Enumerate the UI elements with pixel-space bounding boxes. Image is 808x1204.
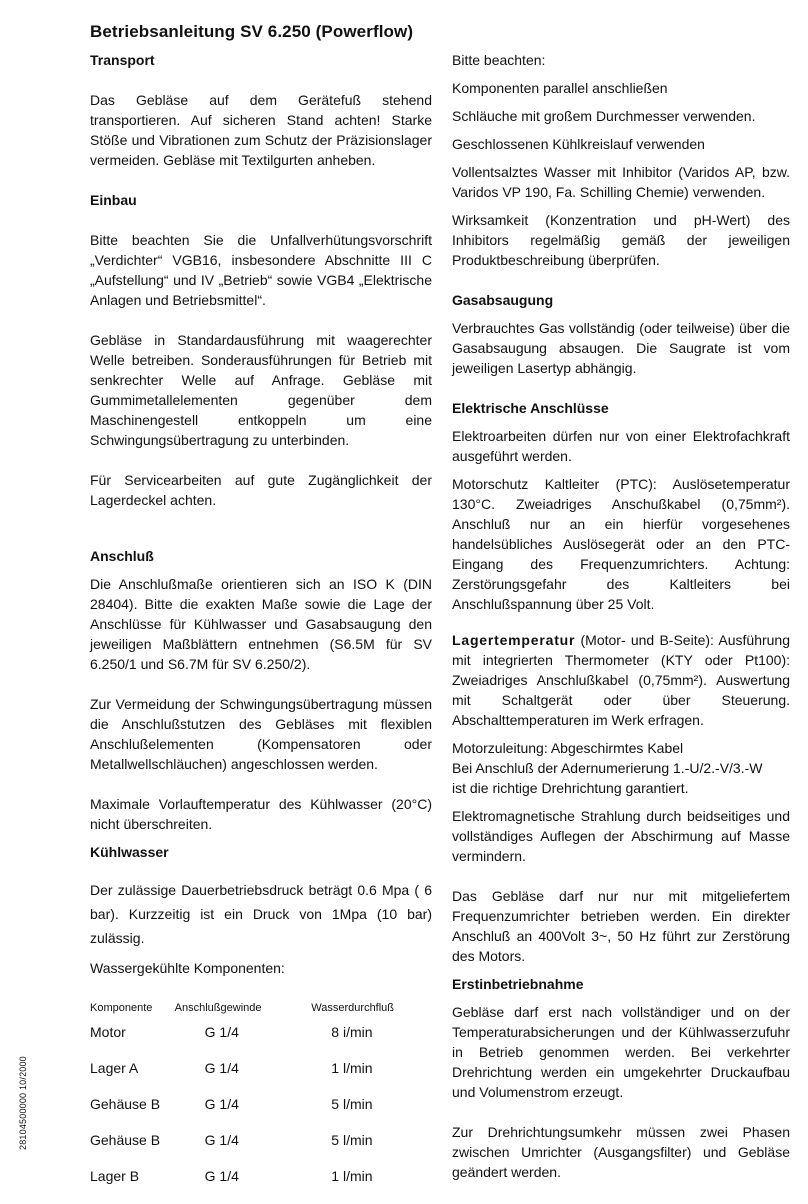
lagertemperatur-text: (Motor- und B-Seite): Ausführung mit integrierten Thermometer (KTY oder Pt100): Zweiadriges Anschlußkabel (0,75mm²). Auswertung mit Schaltgerät oder über Steuerung. Abschalttemperaturen im Werk erfragen. [452,632,790,728]
table-row [90,1024,432,1060]
anschluss-text-2: Zur Vermeidung der Schwingungsübertragung müssen die Anschlußstutzen des Gebläses mit flexiblen Anschlußelementen (Kompensatoren oder Metallwellschläuchen) angeschlossen werden. [90,696,432,772]
motorzuleitung-line-1: Motorzuleitung: Abgeschirmtes Kabel [452,740,684,756]
table-cell: Lager B [90,1168,140,1184]
table-cell: Lager A [90,1060,139,1076]
gas-text: Verbrauchtes Gas vollständig (oder teilweise) über die Gasabsaugung absaugen. Die Saugrate ist vom jeweiligen Lasertyp abhängig. [452,320,790,376]
heading-einbau: Einbau [90,192,137,208]
left-column [90,50,432,1204]
bitte-item-3: Geschlossenen Kühlkreislauf verwenden [452,136,705,152]
lagertemperatur-label: Lagertemperatur [452,632,576,648]
table-row [90,1060,432,1096]
components-table [90,1002,432,1204]
right-column [452,50,790,1182]
table-cell: 8 i/min [331,1024,373,1040]
heading-elektrische-anschluesse: Elektrische Anschlüsse [452,400,609,416]
transport-text: Das Gebläse auf dem Gerätefuß stehend transportieren. Auf sicheren Stand achten! Starke Stöße und Vibrationen zum Schutz der Präzisionslager vermeiden. Gebläse mit Textilgurten anheben. [90,92,432,168]
table-cell: 5 l/min [331,1096,373,1112]
table-cell: G 1/4 [204,1168,239,1184]
anschluss-text-3: Maximale Vorlauftemperatur des Kühlwasser (20°C) nicht überschreiten. [90,796,432,832]
einbau-text-3: Für Servicearbeiten auf gute Zugänglichkeit der Lagerdeckel achten. [90,472,432,508]
elektro-text-6: Das Gebläse darf nur nur mit mitgeliefertem Frequenzumrichter betrieben werden. Ein direkter Anschluß an 400Volt 3~, 50 Hz führt zur Zerstörung des Motors. [452,888,790,964]
document-code-text: 28104500000 10/2000 [18,1056,28,1150]
elektro-text-3 [452,630,790,730]
heading-kuehlwasser: Kühlwasser [90,844,169,860]
bitte-item-1: Komponenten parallel anschließen [452,80,668,96]
table-header: Komponente [90,1002,153,1014]
heading-anschluss: Anschluß [90,548,154,564]
einbau-text-2: Gebläse in Standardausführung mit waagerechter Welle betreiben. Sonderausführungen für Betrieb mit senkrechter Welle auf Anfrage. Gebläse mit Gummimetallelementen gegenüber dem Maschinengestell entkoppeln um eine Schwingungsübertragung zu unterbinden. [90,332,432,448]
motorzuleitung-line-3: ist die richtige Drehrichtung garantiert. [452,780,689,796]
table-cell: 5 l/min [331,1132,373,1148]
elektro-text-2: Motorschutz Kaltleiter (PTC): Auslösetemperatur 130°C. Zweiadriges Anschußkabel (0,75mm²). Anschluß nur an ein hierfür vorgesehenes handelsübliches Auslösegerät oder an den PTC-Eingang des Frequenzumrichters. Achtung: Zerstörungsgefahr des Kaltleiters bei Anschlußspannung über 25 Volt. [452,476,790,612]
motorzuleitung-line-2: Bei Anschluß der Adernumerierung 1.-U/2.-V/3.-W [452,760,763,776]
bitte-item-5: Wirksamkeit (Konzentration und pH-Wert) des Inhibitors regelmäßig gemäß der jeweiligen Produktbeschreibung überprüfen. [452,212,790,268]
bitte-item-2: Schläuche mit großem Durchmesser verwenden. [452,108,756,124]
erst-text-2: Zur Drehrichtungsumkehr müssen zwei Phasen zwischen Umrichter (Ausgangsfilter) und Gebläse geändert werden. [452,1124,790,1180]
page-title: Betriebsanleitung SV 6.250 (Powerflow) [90,22,414,41]
bitte-beachten-label: Bitte beachten: [452,52,546,68]
kuehlwasser-text-2: Wassergekühlte Komponenten: [90,960,285,976]
table-header: Wasserdurchfluß [311,1002,395,1014]
table-cell: Gehäuse B [90,1096,161,1112]
table-row [90,1132,432,1168]
heading-transport: Transport [90,52,155,68]
einbau-text-1: Bitte beachten Sie die Unfallverhütungsvorschrift „Verdichter“ VGB16, insbesondere Abschnitte III C „Aufstellung“ und IV „Betrieb“ sowie VGB4 „Elektrische Anlagen und Betriebsmittel“. [90,232,432,308]
table-cell: Gehäuse B [90,1132,161,1148]
table-cell: G 1/4 [204,1060,239,1076]
heading-gasabsaugung: Gasabsaugung [452,292,554,308]
table-row [90,1096,432,1132]
anschluss-text-1: Die Anschlußmaße orientieren sich an ISO K (DIN 28404). Bitte die exakten Maße sowie die Lage der Anschlüsse für Kühlwasser und Gasabsaugung den jeweiligen Maßblättern entnehmen (S6.5M für SV 6.250/1 und S6.7M für SV 6.250/2). [90,576,432,672]
table-cell: G 1/4 [204,1096,239,1112]
elektro-text-1: Elektroarbeiten dürfen nur von einer Elektrofachkraft ausgeführt werden. [452,428,790,464]
table-cell: G 1/4 [204,1024,239,1040]
table-cell: 1 l/min [331,1168,373,1184]
bitte-item-4: Vollentsalztes Wasser mit Inhibitor (Varidos AP, bzw. Varidos VP 190, Fa. Schilling Chemie) verwenden. [452,164,790,200]
table-cell: 1 l/min [331,1060,373,1076]
table-cell: G 1/4 [204,1132,239,1148]
table-header: Anschlußgewinde [174,1002,262,1014]
kuehlwasser-text-1: Der zulässige Dauerbetriebsdruck beträgt 0.6 Mpa ( 6 bar). Kurzzeitig ist ein Druck von 1Mpa (10 bar) zulässig. [90,882,432,946]
elektro-text-5: Elektromagnetische Strahlung durch beidseitiges und vollständiges Auflegen der Abschirmung auf Masse vermindern. [452,808,790,864]
table-header-row [90,1002,432,1024]
document-code [18,1040,32,1150]
heading-erstinbetriebnahme: Erstinbetriebnahme [452,976,584,992]
table-row [90,1168,432,1204]
erst-text-1: Gebläse darf erst nach vollständiger und on der Temperaturabsicherungen und der Kühlwasserzufuhr in Betrieb genommen werden. Bei verkehrter Drehrichtung werden ein umgekehrter Druckaufbau und Volumenstrom erzeugt. [452,1004,790,1100]
table-cell: Motor [90,1024,126,1040]
